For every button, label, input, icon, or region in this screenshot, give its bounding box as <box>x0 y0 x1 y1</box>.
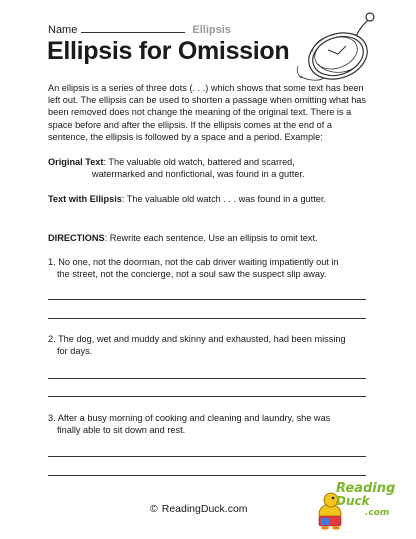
question-line2: the street, not the concierge, not a soul saw the suspect slip away. <box>57 269 327 280</box>
logo-word-com: .com <box>365 508 390 518</box>
original-text-line2: watermarked and nonfictional, was found in a gutter. <box>92 169 305 180</box>
question-line1: After a busy morning of cooking and cleaning and laundry, she was <box>57 413 331 423</box>
question-line2: for days. <box>57 346 93 357</box>
question-1 <box>48 256 370 280</box>
copyright-symbol: © <box>150 503 158 515</box>
question-number: 2. <box>48 334 56 344</box>
answer-line[interactable] <box>48 318 366 319</box>
footer-credit <box>150 503 248 515</box>
logo-word-duck: Duck <box>336 494 370 508</box>
footer-site[interactable]: ReadingDuck.com <box>161 503 248 515</box>
name-blank[interactable] <box>81 22 185 33</box>
answer-line[interactable] <box>48 456 366 457</box>
pocket-watch-icon <box>294 6 380 86</box>
question-number: 1. <box>48 257 56 267</box>
directions-label: DIRECTIONS <box>48 233 105 243</box>
topic-label: Ellipsis <box>192 24 231 36</box>
original-text-label: Original Text <box>48 157 104 167</box>
answer-line[interactable] <box>48 378 366 379</box>
logo-word-reading: Reading <box>336 481 396 496</box>
question-line1: The dog, wet and muddy and skinny and exhausted, had been missing <box>58 334 346 344</box>
ellipsis-text-example <box>48 193 370 205</box>
question-3 <box>48 412 370 436</box>
reading-duck-logo <box>316 470 396 532</box>
directions <box>48 232 370 244</box>
name-label: Name <box>48 24 78 36</box>
question-line1: No one, not the doorman, not the cab driver waiting impatiently out in <box>58 257 339 267</box>
question-line2: finally able to sit down and rest. <box>57 425 186 436</box>
question-2 <box>48 333 370 357</box>
answer-line[interactable] <box>48 299 366 300</box>
name-row <box>48 22 231 37</box>
directions-text: : Rewrite each sentence. Use an ellipsis to omit text. <box>104 233 318 243</box>
page-title: Ellipsis for Omission <box>47 37 290 65</box>
original-text-example <box>48 156 370 180</box>
intro-paragraph: An ellipsis is a series of three dots (. . .) which shows that some text has been left out. The ellipsis can be used to shorten a passage when omitting what has been removed does not change the meaning of the original text. There is a space before and after the ellipsis. If the ellipsis comes at the end of a sentence, the ellipsis is followed by a space and a period. Example: <box>48 83 367 142</box>
ellipsis-text-label: Text with Ellipsis <box>48 194 122 204</box>
original-text-line1: : The valuable old watch, battered and scarred, <box>103 157 295 167</box>
question-number: 3. <box>48 413 56 423</box>
answer-line[interactable] <box>48 396 366 397</box>
ellipsis-text-body: : The valuable old watch . . . was found in a gutter. <box>121 194 326 204</box>
